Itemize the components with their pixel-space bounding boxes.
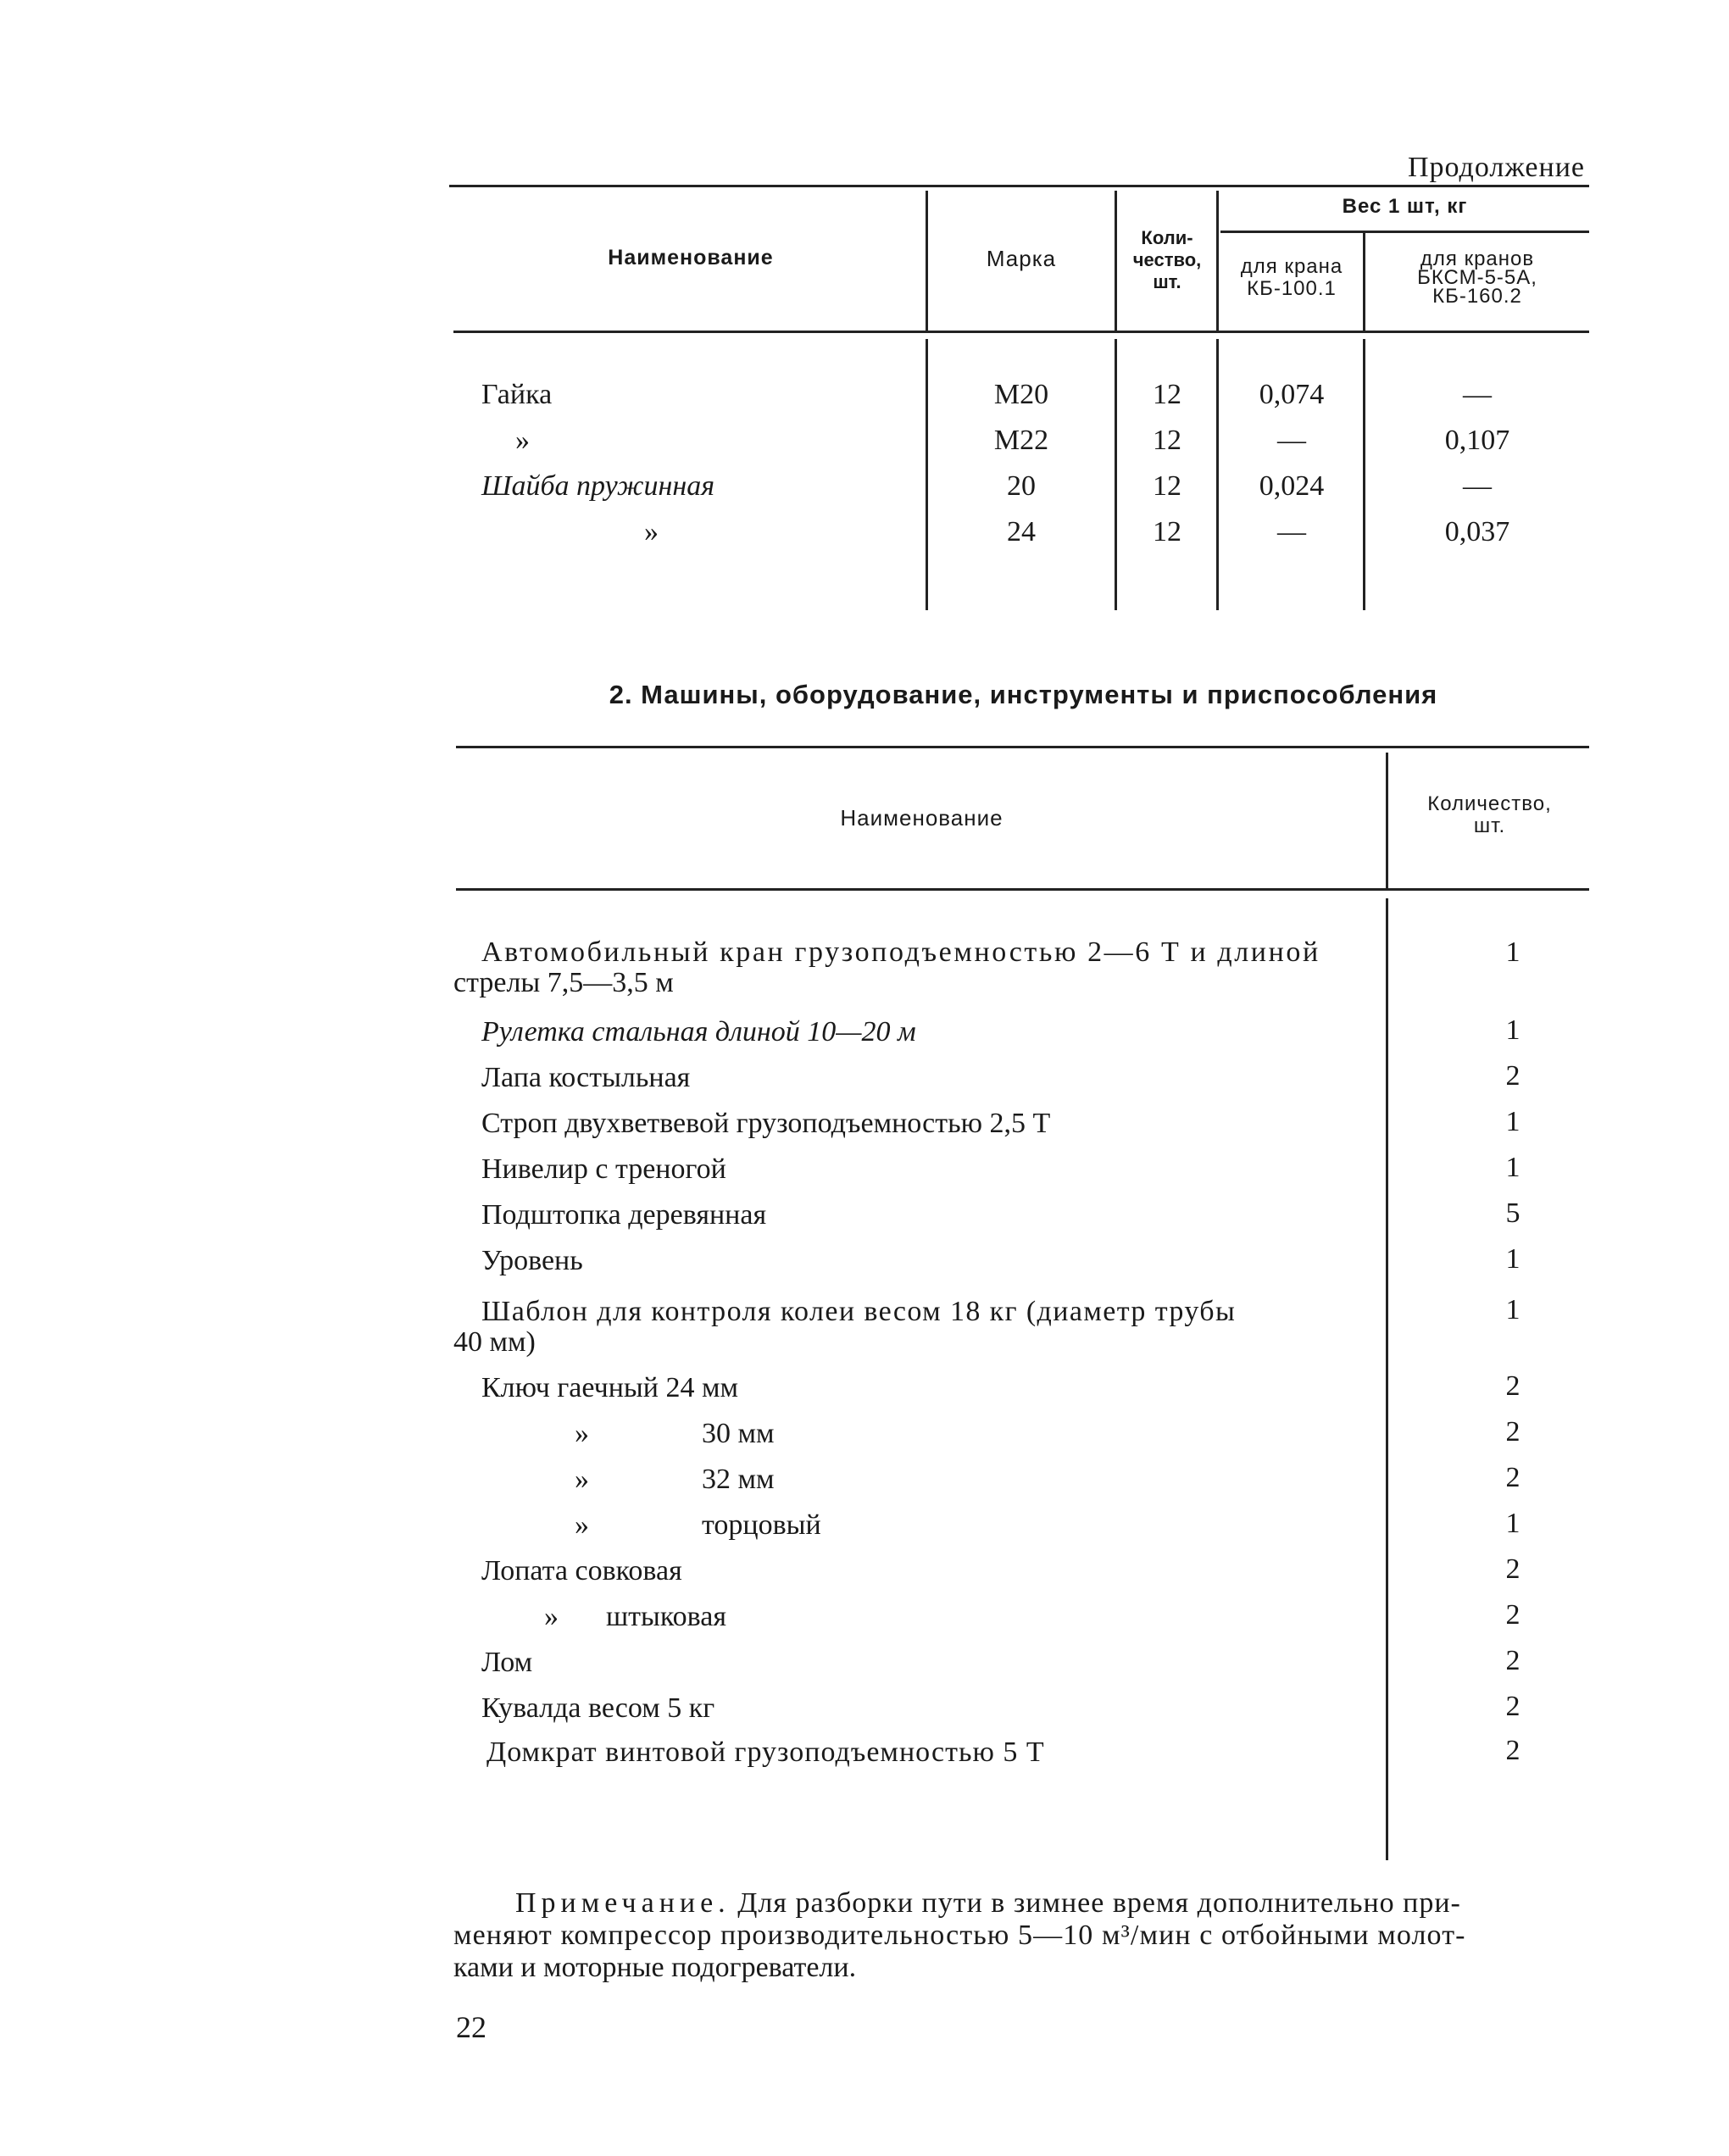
t1-header-qty: Коли- чество, шт. xyxy=(1132,227,1202,292)
t2-qty: 2 xyxy=(1505,1462,1521,1493)
t1-qty: 12 xyxy=(1153,425,1181,456)
t2-name: Кувалда весом 5 кг xyxy=(481,1692,715,1724)
t2-qty: 1 xyxy=(1505,1152,1521,1183)
t1-kb100: 0,024 xyxy=(1259,470,1325,502)
t1-bksm: 0,107 xyxy=(1444,425,1510,456)
t2-name: Домкрат винтовой грузоподъемностью 5 Т xyxy=(486,1736,1045,1768)
t2-qty: 2 xyxy=(1505,1599,1521,1631)
t2-name: Автомобильный кран грузоподъемностью 2—6 Т и длиной xyxy=(481,936,1320,968)
t1-name: » xyxy=(515,425,530,456)
t2-name: Шаблон для контроля колеи весом 18 кг (диаметр трубы xyxy=(481,1296,1237,1327)
t1-bksm: 0,037 xyxy=(1444,516,1510,547)
t1-qty: 12 xyxy=(1153,470,1181,502)
t1-mark: 24 xyxy=(1007,516,1036,547)
t1-qty: 12 xyxy=(1153,516,1181,547)
t2-qty: 1 xyxy=(1505,1106,1521,1137)
t2-qty: 2 xyxy=(1505,1416,1521,1448)
t2-qty: 2 xyxy=(1505,1370,1521,1402)
t1-mark: М22 xyxy=(993,425,1049,456)
t2-name-b: штыковая xyxy=(606,1601,727,1632)
t2-qty: 5 xyxy=(1505,1197,1521,1229)
note-line-2: меняют компрессор производительностью 5—10 м³/мин с отбойными молот- xyxy=(453,1920,1466,1951)
t1-name: » xyxy=(644,516,659,547)
t2-qty: 2 xyxy=(1505,1735,1521,1766)
t1-header-bksm: для кранов БКСМ-5-5А, КБ-160.2 xyxy=(1417,247,1537,308)
t1-kb100: 0,074 xyxy=(1259,379,1325,410)
continuation-label: Продолжение xyxy=(1407,152,1585,183)
section-title: 2. Машины, оборудование, инструменты и приспособления xyxy=(609,680,1438,709)
t1-kb100: — xyxy=(1277,425,1306,456)
t2-name: Ключ гаечный 24 мм xyxy=(481,1372,738,1403)
t2-name: Лопата совковая xyxy=(481,1555,682,1586)
t2-name-cont: 40 мм) xyxy=(453,1326,536,1358)
t2-qty: 1 xyxy=(1505,936,1521,968)
t1-header-kb100: для крана КБ-100.1 xyxy=(1240,255,1343,300)
t2-qty: 2 xyxy=(1505,1060,1521,1092)
t2-qty: 1 xyxy=(1505,1014,1521,1046)
t1-header-weight: Вес 1 шт, кг xyxy=(1342,195,1468,218)
note-line-1: Для разборки пути в зимнее время дополнительно при- xyxy=(737,1887,1461,1919)
t2-qty: 1 xyxy=(1505,1508,1521,1539)
t2-qty: 2 xyxy=(1505,1645,1521,1676)
t1-kb100: — xyxy=(1277,516,1306,547)
t2-name: Лапа костыльная xyxy=(481,1062,691,1093)
t2-name: Строп двухветвевой грузоподъемностью 2,5 Т xyxy=(481,1108,1051,1139)
t1-header-mark: Марка xyxy=(986,246,1057,271)
page-number: 22 xyxy=(456,2010,486,2044)
t2-name: » xyxy=(575,1418,589,1449)
t1-qty: 12 xyxy=(1153,379,1181,410)
t1-header-name: Наименование xyxy=(608,246,774,270)
t2-qty: 1 xyxy=(1505,1294,1521,1325)
t2-qty: 1 xyxy=(1505,1243,1521,1275)
t2-name: Подштопка деревянная xyxy=(481,1199,767,1231)
t1-name: Гайка xyxy=(481,379,553,410)
note-line-3: ками и моторные подогреватели. xyxy=(453,1952,857,1983)
t2-name: » xyxy=(575,1464,589,1495)
t2-name: Нивелир с треногой xyxy=(481,1153,726,1185)
t1-mark: М20 xyxy=(993,379,1049,410)
t2-name: » xyxy=(544,1601,559,1632)
t2-header-qty: Количество, шт. xyxy=(1427,792,1552,837)
t1-bksm: — xyxy=(1463,470,1492,502)
t2-name-b: 30 мм xyxy=(702,1418,775,1449)
t2-name-b: 32 мм xyxy=(702,1464,775,1495)
t1-bksm: — xyxy=(1463,379,1492,410)
t2-name: Лом xyxy=(481,1647,533,1678)
t1-name: Шайба пружинная xyxy=(481,470,715,502)
t1-mark: 20 xyxy=(1007,470,1036,502)
t2-name-cont: стрелы 7,5—3,5 м xyxy=(453,967,674,998)
t2-qty: 2 xyxy=(1505,1691,1521,1722)
t2-name: » xyxy=(575,1509,589,1541)
t2-qty: 2 xyxy=(1505,1553,1521,1585)
t2-header-name: Наименование xyxy=(840,805,1003,831)
t2-name: Уровень xyxy=(481,1245,583,1276)
note-label: Примечание. xyxy=(515,1887,731,1919)
t2-name: Рулетка стальная длиной 10—20 м xyxy=(481,1016,916,1047)
t2-name-b: торцовый xyxy=(702,1509,821,1541)
